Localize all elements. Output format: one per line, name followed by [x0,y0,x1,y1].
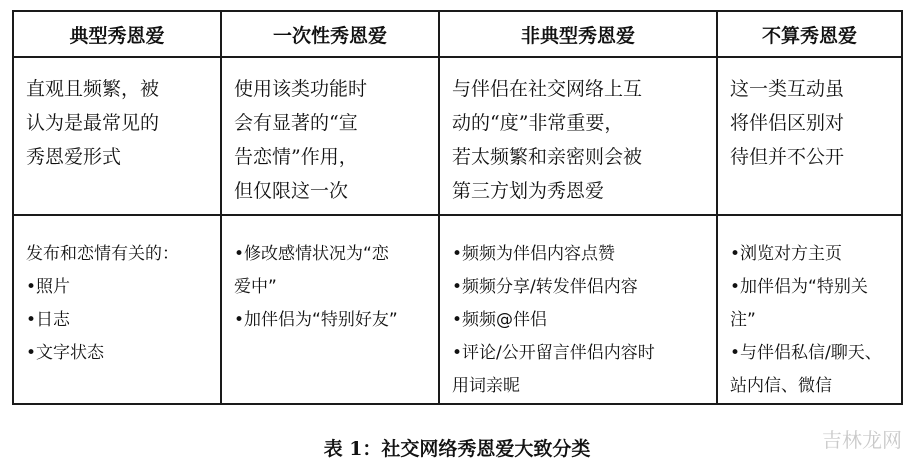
example-item: 发布和恋情有关的： [26,244,179,264]
desc-cell-one-time [221,57,439,215]
example-item: •加伴侣为“特别关 [730,277,868,297]
example-item: •浏览对方主页 [730,244,843,264]
examples-row [13,215,902,404]
desc-cell-not-counted [717,57,902,215]
desc-line: 秀恩爱形式 [26,146,122,168]
example-item: •评论/公开留言伴侣内容时 [452,343,655,363]
example-item: •文字状态 [26,343,105,363]
description-row [13,57,902,215]
desc-cell-typical [13,57,221,215]
desc-line: 将伴侣区别对 [730,112,845,134]
desc-line: 会有显著的“宣 [234,112,358,134]
desc-line: 告恋情”作用， [234,146,358,168]
classification-table [12,10,903,405]
desc-line: 与伴侣在社交网络上互 [452,78,643,100]
example-item: 爱中” [234,277,277,297]
table-caption: 表 1：社交网络秀恩爱大致分类 [323,438,591,460]
example-item: 站内信、微信 [730,376,832,396]
example-item: •日志 [26,310,71,330]
desc-line: 直观且频繁，被 [26,78,160,100]
desc-line: 待但并不公开 [730,146,845,168]
example-item: •频频@伴侣 [452,310,548,330]
example-item: •照片 [26,277,71,297]
desc-line: 这一类互动虽 [730,78,845,100]
example-item: •修改感情状况为“恋 [234,244,389,264]
examples-cell-not-counted [717,215,902,404]
desc-line: 但仅限这一次 [234,180,349,202]
examples-cell-typical [13,215,221,404]
desc-line: 动的“度”非常重要， [452,112,624,134]
desc-line: 认为是最常见的 [26,112,160,134]
header-one-time: 一次性秀恩爱 [221,11,439,57]
header-typical: 典型秀恩爱 [13,11,221,57]
examples-cell-one-time [221,215,439,404]
desc-line: 若太频繁和亲密则会被 [452,146,643,168]
desc-cell-atypical [439,57,717,215]
example-item: •加伴侣为“特别好友” [234,310,398,330]
examples-cell-atypical [439,215,717,404]
header-not-counted: 不算秀恩爱 [717,11,902,57]
example-item: •频频分享/转发伴侣内容 [452,277,638,297]
example-item: 用词亲昵 [452,376,520,396]
watermark: 吉林龙网 [822,428,902,452]
example-item: •与伴侣私信/聊天、 [730,343,882,363]
desc-line: 使用该类功能时 [234,78,368,100]
header-row [13,11,902,57]
example-item: •频频为伴侣内容点赞 [452,244,616,264]
example-item: 注” [730,310,756,330]
desc-line: 第三方划为秀恩爱 [452,180,605,202]
header-atypical: 非典型秀恩爱 [439,11,717,57]
